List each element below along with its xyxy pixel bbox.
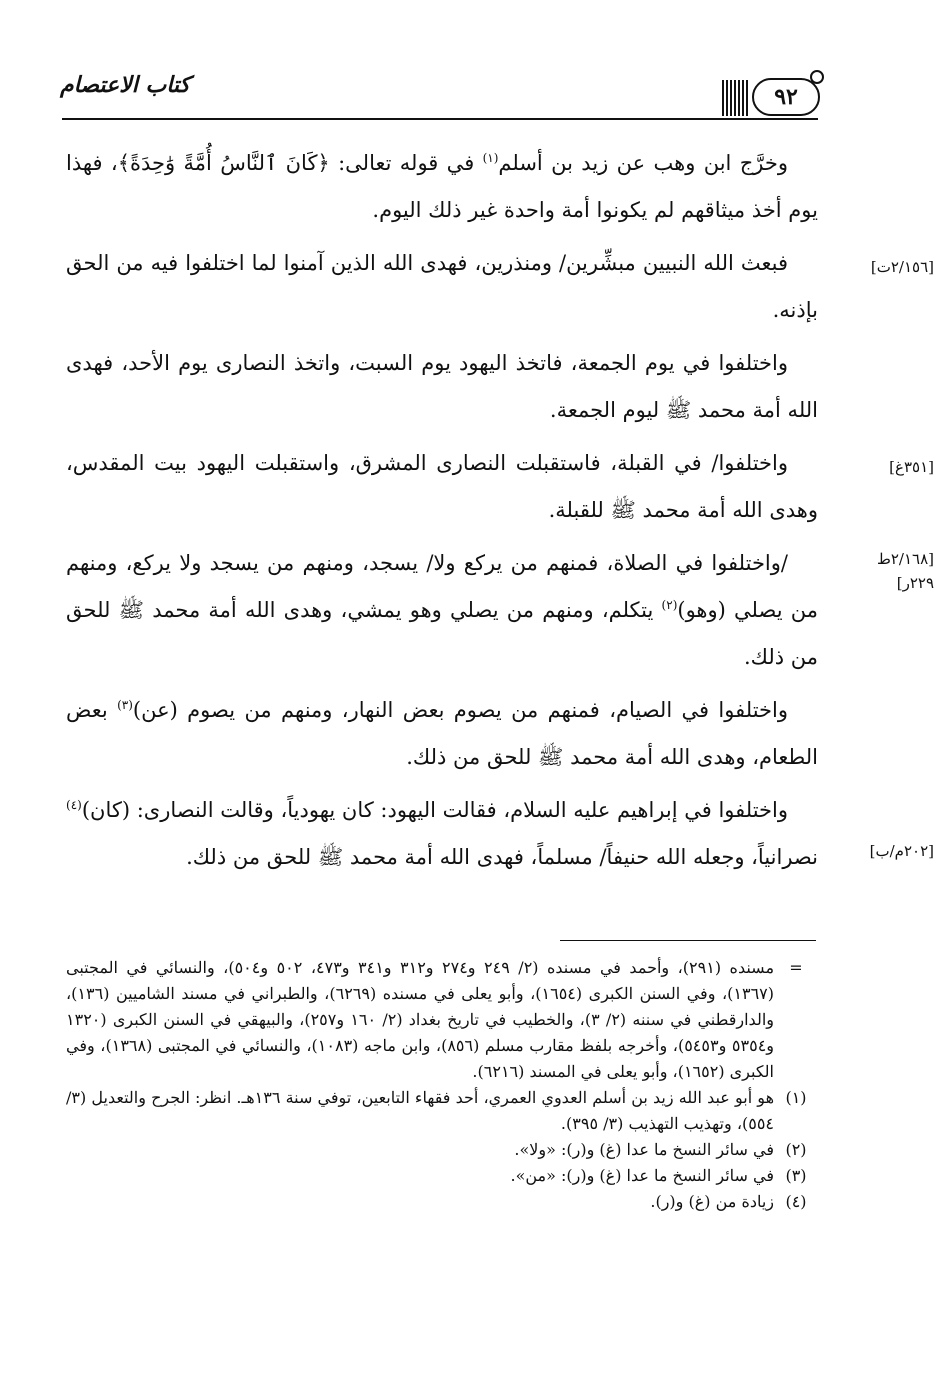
footnote-text: في سائر النسخ ما عدا (غ) و(ر): «من». xyxy=(510,1166,774,1185)
footnote xyxy=(66,955,818,1085)
footnote-ref: (٤) xyxy=(66,798,82,812)
margin-ref: ٢٢٩ر] xyxy=(896,574,934,592)
paragraph: واختلفوا/ في القبلة، فاستقبلت النصارى المشرق، واستقبلت اليهود بيت المقدس، وهدى الله أمة محمد ﷺ للقبلة. xyxy=(66,451,818,522)
footnotes xyxy=(66,955,818,1215)
footnote-ref: (١) xyxy=(482,151,499,165)
paragraph: فبعث الله النبيين مبشِّرين/ ومنذرين، فهدى الله الذين آمنوا لما اختلفوا فيه من الحق بإذنه. xyxy=(66,251,818,322)
footnote xyxy=(66,1163,818,1189)
footnote-marker: (١) xyxy=(785,1088,807,1107)
margin-ref: [٢/١٥٦ت] xyxy=(870,258,934,276)
paragraph: واختلفوا في إبراهيم عليه السلام، فقالت اليهود: كان يهودياً، وقالت النصارى: (كان)$^{(٤)}$ نصرانياً، وجعله الله حنيفاً/ مسلماً، فهدى الله أمة محمد ﷺ للحق من ذلك. xyxy=(66,798,818,869)
footnote-text: زيادة من (غ) و(ر). xyxy=(650,1192,774,1211)
footnote-ref: (٣) xyxy=(117,698,133,712)
footnote-ref: (٢) xyxy=(661,598,678,612)
main-text xyxy=(66,140,818,887)
footnote xyxy=(66,1137,818,1163)
paragraph: واختلفوا في يوم الجمعة، فاتخذ اليهود يوم السبت، واتخذ النصارى يوم الأحد، فهدى الله أمة محمد ﷺ ليوم الجمعة. xyxy=(66,351,818,422)
margin-ref: [٢/١٦٨ط xyxy=(876,550,934,568)
margin-ref: [٢٠٢م/ب] xyxy=(869,842,934,860)
footnote xyxy=(66,1085,818,1137)
paragraph: واختلفوا في الصيام، فمنهم من يصوم بعض النهار، ومنهم من يصوم (عن)$^{(٣)}$ بعض الطعام، وهدى الله أمة محمد ﷺ للحق من ذلك. xyxy=(66,698,818,769)
page-number: ٩٢ xyxy=(752,78,820,116)
paragraph: وخرَّج ابن وهب عن زيد بن أسلم$^{(١)}$ في قوله تعالى: ﴿كَانَ ٱلنَّاسُ أُمَّةً وَٰحِدَةً﴾، فهذا يوم أخذ ميثاقهم لم يكونوا أمة واحدة غير ذلك اليوم. xyxy=(66,151,818,222)
ornament-ring-icon xyxy=(810,70,824,84)
footnote-marker: = xyxy=(789,958,803,977)
margin-ref: [٣٥١غ] xyxy=(889,458,934,476)
footnote-text: مسنده (٢٩١)، وأحمد في مسنده (٢/ ٢٤٩ و٢٧٤ و٣١٢ و٣٤١ و٤٧٣، ٥٠٢ و٥٠٤)، والنسائي في المجتبى (١٣٦٧)، وفي السنن الكبرى (١٦٥٤)، وأبو يعلى في مسنده (٦٢٦٩)، والطبراني في مسند الشاميين (١٣٦)، والدارقطني في سننه (٢/ ٣)، والخطيب في تاريخ بغداد (٢/ ١٦٠ و٢٥٧)، والبيهقي في السنن الكبرى (١٣٢٠ و٥٣٥٤ و٥٤٥٣)، وأخرجه بلفظ مقارب مسلم (٨٥٦)، وابن ماجه (١٠٨٣)، والنسائي في المجتبى (١٣٦٨)، وفي الكبرى (١٦٥٢)، وأبو يعلى في المسند (٦٢١٦). xyxy=(66,958,775,1081)
decorative-bars xyxy=(722,80,750,116)
paragraph: /واختلفوا في الصلاة، فمنهم من يركع ولا/ يسجد، ومنهم من يسجد ولا يركع، ومنهم من يصلي (وهو)$^{(٢)}$ يتكلم، ومنهم من يصلي وهو يمشي، وهدى الله أمة محمد ﷺ للحق من ذلك. xyxy=(66,551,819,669)
footnote-marker: (٢) xyxy=(785,1140,807,1159)
footnote-marker: (٣) xyxy=(785,1166,807,1185)
footnote-rule xyxy=(560,940,816,941)
running-title: كتاب الاعتصام xyxy=(60,72,191,98)
footnote-text: هو أبو عبد الله زيد بن أسلم العدوي العمري، أحد فقهاء التابعين، توفي سنة ١٣٦هـ. انظر: الجرح والتعديل (٣/ ٥٥٤)، وتهذيب التهذيب (٣/ ٣٩٥). xyxy=(66,1088,775,1133)
header-rule xyxy=(62,118,818,120)
footnote-marker: (٤) xyxy=(785,1192,807,1211)
footnote-text: في سائر النسخ ما عدا (غ) و(ر): «ولا». xyxy=(514,1140,774,1159)
page-number-ornament xyxy=(722,74,818,116)
footnote xyxy=(66,1189,818,1215)
